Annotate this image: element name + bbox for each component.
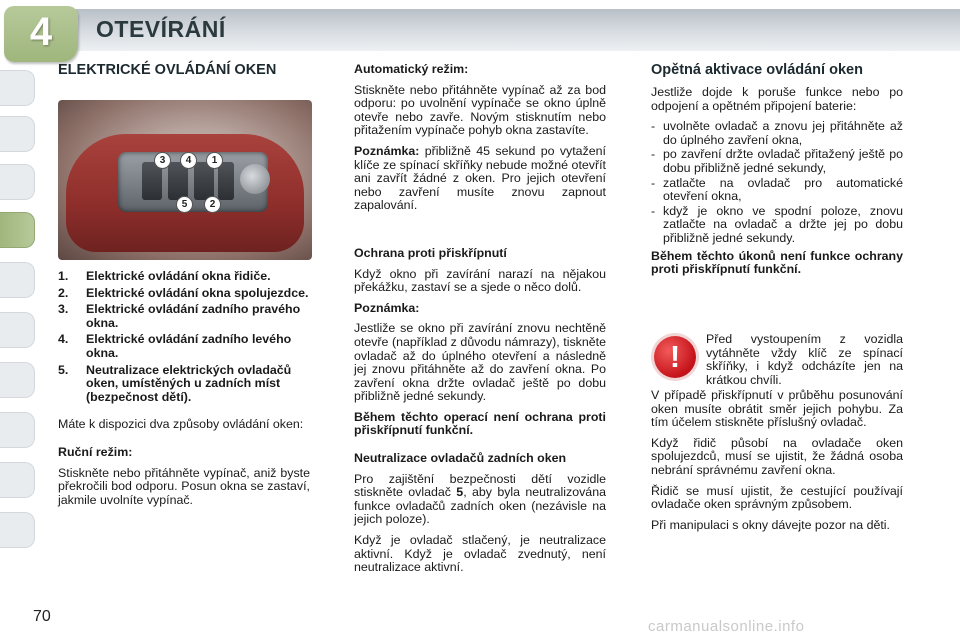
driver-check-text: Řidič se musí ujistit, že cestující používají ovladače oken správným způsobem.	[651, 483, 903, 512]
note2-text: Jestliže se okno při zavírání znovu nechtěně otevře (například z důvodu námrazy), tiskněte ovladač až do úplného otevření a následně jej znovu přitáhněte až do zavření okna. Po zavření okna držte ovladač ještě po dobu přibližně jedné sekundy.	[354, 321, 606, 404]
watermark: carmanualsonline.info	[648, 618, 805, 635]
left-column	[58, 62, 310, 86]
section-title-electric-windows: ELEKTRICKÉ OVLÁDÁNÍ OKEN	[58, 62, 277, 78]
note-text: přibližně 45 sekund po vytažení klíče ze spínací skříňky nebude možné otevřít ani zavřít žádné z oken. Pro jejich otevření nebo zavření musíte znovu zapnout zapalování.	[354, 143, 606, 213]
callout-3: 3	[154, 152, 171, 169]
side-tab-8[interactable]	[0, 412, 35, 448]
reactivation-intro: Jestliže dojde k poruše funkce nebo po odpojení a opětném připojení baterie:	[651, 85, 903, 113]
list-item: 1. Elektrické ovládání okna řidiče.	[58, 269, 271, 283]
list-item: 3. Elektrické ovládání zadního pravého okna.	[58, 302, 301, 330]
list-item: - uvolněte ovladač a znovu jej přitáhněte až do úplného zavření okna,	[651, 119, 903, 147]
side-tab-1[interactable]	[0, 70, 35, 106]
side-tab-5[interactable]	[0, 262, 35, 298]
neutralize-switch-number: 5	[456, 485, 464, 500]
side-tab-3[interactable]	[0, 164, 35, 200]
exclamation-icon: !	[654, 336, 696, 378]
key-warning-text: Před vystoupením z vozidla vytáhněte vždy klíč ze spínací skříňky, i když odcházíte jen na krátkou chvíli.	[706, 332, 903, 387]
list-item: - když je okno ve spodní poloze, znovu zatlačte na ovladač a držte jej po dobu přibližně jedné sekundy.	[651, 203, 903, 245]
callout-4: 4	[180, 152, 197, 169]
manual-mode-title: Ruční režim:	[58, 444, 133, 459]
side-tab-2[interactable]	[0, 116, 35, 152]
auto-mode-title: Automatický režim:	[354, 62, 469, 76]
key-warning-block	[706, 333, 903, 394]
right-column	[651, 62, 903, 284]
right-column-safety	[651, 389, 903, 539]
mirror-knob	[240, 164, 270, 194]
list-item: - po zavření držte ovladač přitažený ještě po dobu přibližně jedné sekundy,	[651, 147, 903, 175]
pinch-protection-title: Ochrana proti přiskřípnutí	[354, 245, 507, 260]
modes-intro: Máte k dispozici dva způsoby ovládání oken:	[58, 417, 304, 432]
reverse-direction-text: V případě přiskřípnutí v průběhu posunování oken musíte obrátit směr jejich pohybu. Za tím účelem stiskněte příslušný ovladač.	[651, 388, 903, 430]
side-tab-9[interactable]	[0, 462, 35, 498]
reactivation-warning: Během těchto úkonů není funkce ochrany proti přiskřípnutí funkční.	[651, 248, 903, 277]
auto-mode-text: Stiskněte nebo přitáhněte vypínač až za bod odporu: po uvolnění vypínače se okno úplně otevře nebo zavře. Novým stisknutím nebo přitažením vypínače pohyb okna zastavíte.	[354, 82, 606, 138]
note-label: Poznámka:	[354, 143, 420, 158]
pinch-protection-text: Když okno při zavírání narazí na nějakou překážku, zastaví se a sjede o něco dolů.	[354, 266, 606, 295]
reactivation-steps	[651, 120, 903, 245]
manual-mode-text: Stiskněte nebo přitáhněte vypínač, aniž byste překročili bod odporu. Posun okna se zastaví, jakmile uvolníte vypínač.	[58, 465, 310, 507]
callout-5: 5	[176, 196, 193, 213]
chapter-number: 4	[29, 10, 53, 54]
window-switch-photo	[58, 100, 312, 260]
side-tab-7[interactable]	[0, 362, 35, 398]
list-item: 5. Neutralizace elektrických ovladačů oken, umístěných u zadních míst (bezpečnost dětí).	[58, 362, 292, 404]
note2-title: Poznámka:	[354, 300, 420, 315]
callout-2: 2	[204, 196, 221, 213]
control-list	[58, 270, 310, 404]
neutralize-title: Neutralizace ovladačů zadních oken	[354, 451, 567, 466]
side-tab-6[interactable]	[0, 312, 35, 348]
neutralize-text: Pro zajištění bezpečnosti dětí vozidle stiskněte ovladač 5, aby byla neutralizována funkce ovladačů zadních oken (nezávisle na jejich poloze).	[354, 471, 606, 527]
switch-5	[218, 162, 234, 200]
side-tab-10[interactable]	[0, 512, 35, 548]
left-column-body	[58, 270, 310, 514]
side-tab-4-active[interactable]	[0, 212, 35, 248]
reactivation-title: Opětná aktivace ovládání oken	[651, 62, 863, 78]
children-warning-text: Při manipulaci s okny dávejte pozor na děti.	[651, 517, 890, 532]
list-item: 4. Elektrické ovládání zadního levého okna.	[58, 332, 292, 360]
note-paragraph	[354, 145, 606, 213]
page-title: OTEVÍRÁNÍ	[96, 16, 226, 42]
callout-1: 1	[206, 152, 223, 169]
pinch-warning: Během těchto operací není ochrana proti přiskřípnutí funkční.	[354, 409, 606, 438]
list-item: 2. Elektrické ovládání okna spolujezdce.	[58, 285, 309, 300]
passenger-safety-text: Když řidič působí na ovladače oken spolujezdců, musí se ujistit, že žádná osoba nebrání správnému zavření okna.	[651, 435, 903, 477]
page-number: 70	[33, 608, 51, 625]
list-item: - zatlačte na ovladač pro automatické otevření okna,	[651, 175, 903, 204]
neutralize-text-2: Když je ovladač stlačený, je neutralizace aktivní. Když je ovladač zvednutý, není neutralizace aktivní.	[354, 533, 606, 575]
middle-column	[354, 63, 606, 582]
